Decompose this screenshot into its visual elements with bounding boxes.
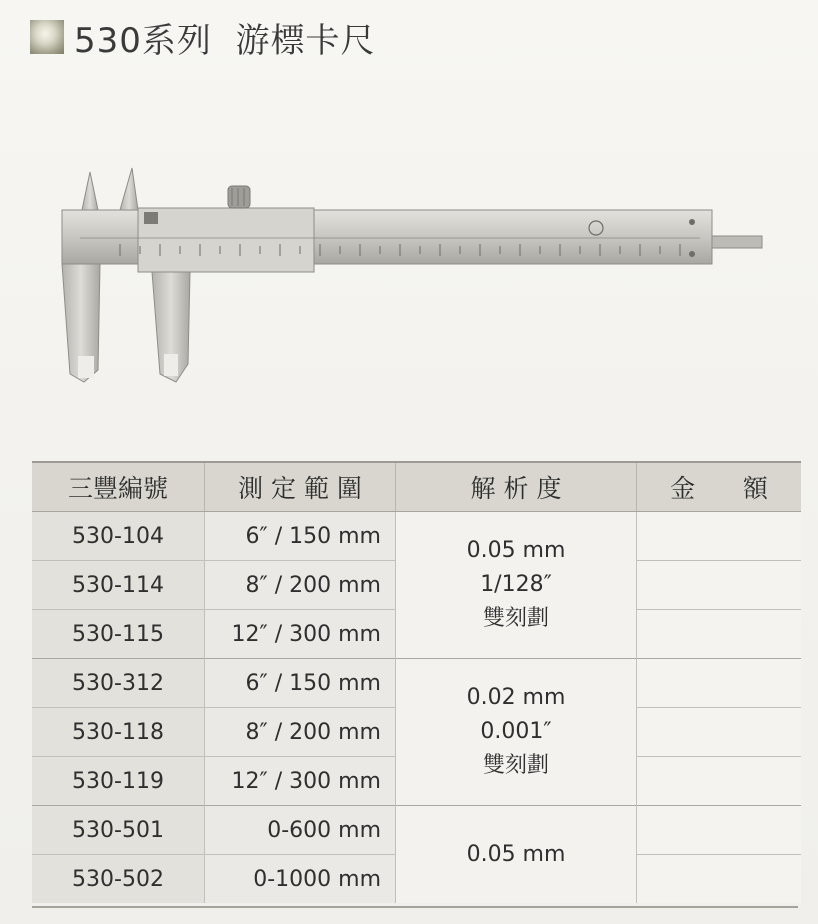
resolution-metric: 0.02 mm [466,685,566,710]
table-header-row [32,462,801,512]
measuring-range: 6″ / 150 mm [205,659,396,708]
measuring-range: 0-600 mm [205,806,396,855]
resolution-scale-note: 雙刻劃 [482,753,549,778]
measuring-range: 6″ / 150 mm [205,512,396,561]
table-row [32,512,801,561]
model-number: 530-114 [32,561,205,610]
page-title [30,12,376,62]
square-bullet-icon [30,20,64,54]
price-cell [637,806,802,855]
model-number: 530-501 [32,806,205,855]
table-bottom-border [32,906,798,908]
measuring-range: 8″ / 200 mm [205,708,396,757]
measuring-range: 12″ / 300 mm [205,757,396,806]
specification-table [32,461,801,903]
resolution-inch: 1/128″ [480,572,552,597]
header-price: 金 額 [637,462,802,512]
table-row [32,806,801,855]
model-number: 530-119 [32,757,205,806]
header-resolution: 解 析 度 [396,462,637,512]
resolution-inch: 0.001″ [480,719,552,744]
resolution-metric: 0.05 mm [466,841,566,867]
price-cell [637,561,802,610]
price-cell [637,757,802,806]
vernier-caliper-image [40,160,780,390]
measuring-range: 8″ / 200 mm [205,561,396,610]
price-cell [637,708,802,757]
header-measuring-range: 測 定 範 圍 [205,462,396,512]
resolution-cell [396,806,637,904]
header-model-number: 三豐編號 [32,462,205,512]
resolution-metric: 0.05 mm [466,538,566,563]
model-number: 530-115 [32,610,205,659]
price-cell [637,610,802,659]
resolution-scale-note: 雙刻劃 [482,606,549,631]
model-number: 530-104 [32,512,205,561]
price-cell [637,512,802,561]
measuring-range: 12″ / 300 mm [205,610,396,659]
resolution-cell [396,512,637,659]
model-number: 530-502 [32,855,205,904]
model-number: 530-312 [32,659,205,708]
measuring-range: 0-1000 mm [205,855,396,904]
model-number: 530-118 [32,708,205,757]
table-row [32,659,801,708]
price-cell [637,659,802,708]
resolution-cell [396,659,637,806]
price-cell [637,855,802,904]
page-title-text: 530系列 游標卡尺 [74,20,376,61]
